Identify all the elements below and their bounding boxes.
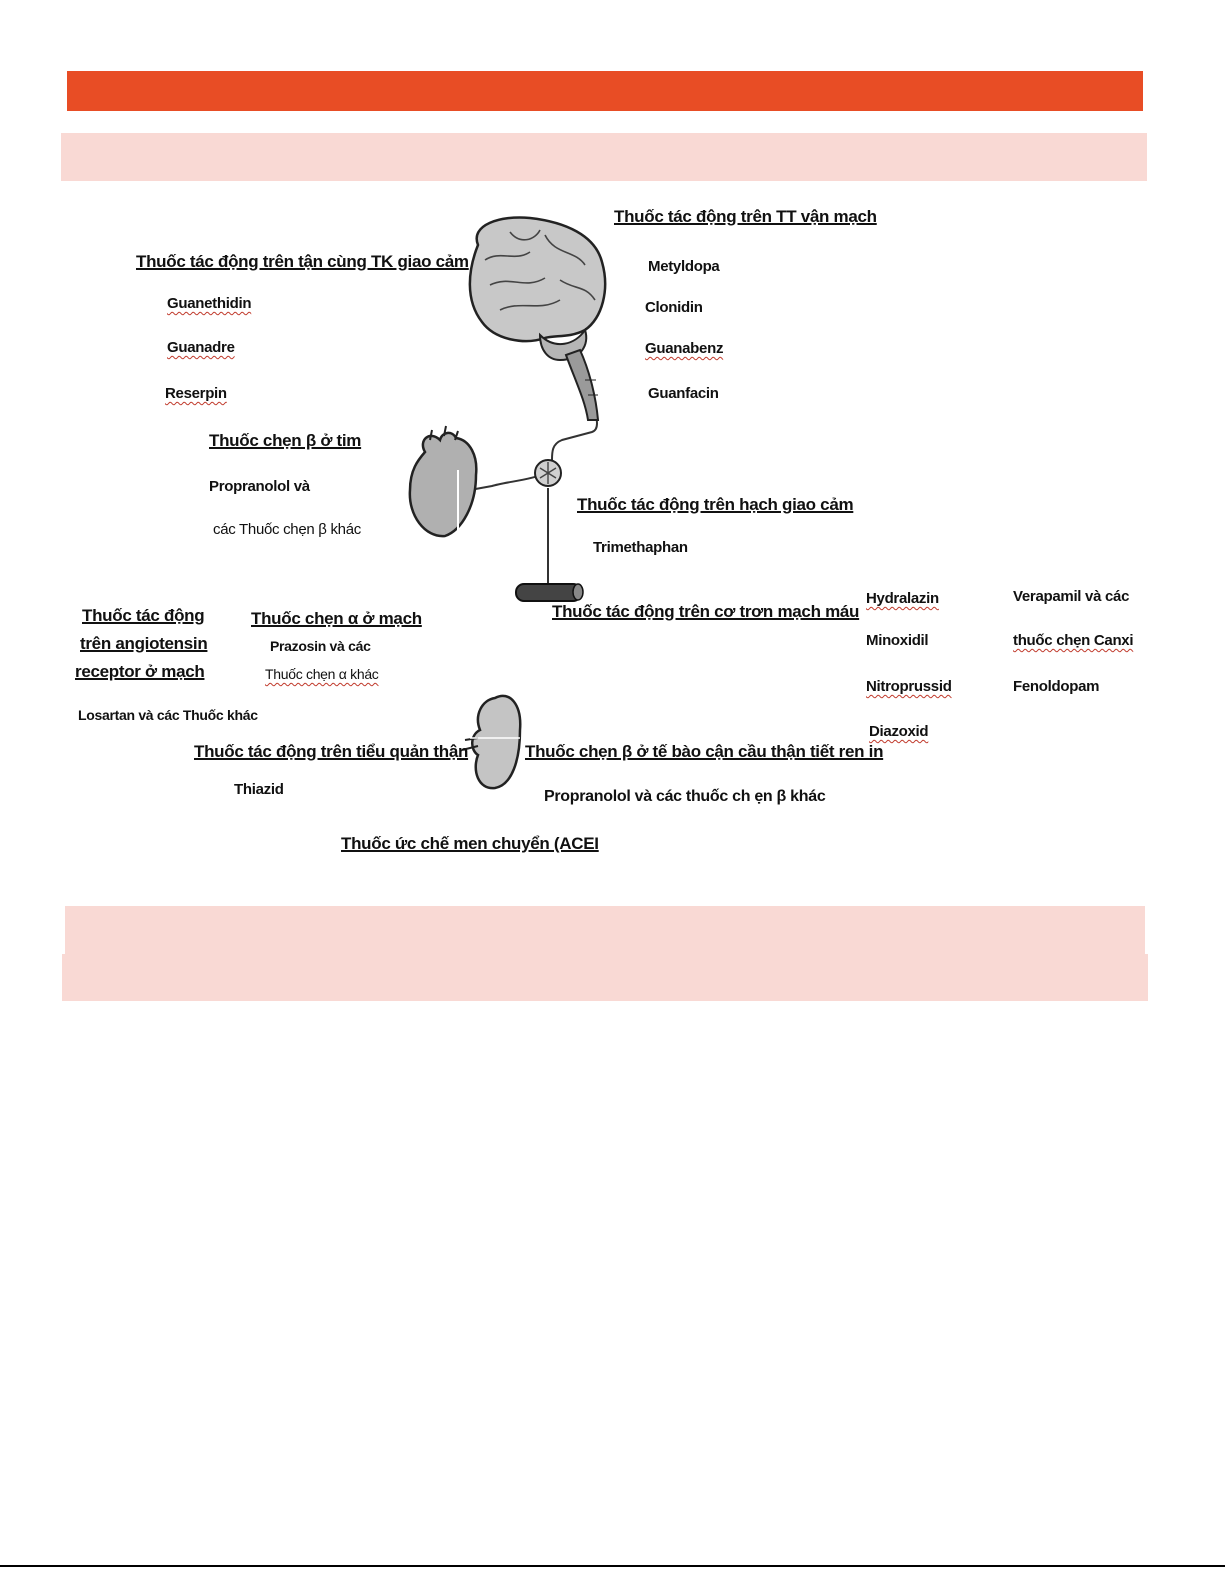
- drug-thiazid: Thiazid: [234, 781, 284, 798]
- drug-clonidin: Clonidin: [645, 299, 703, 316]
- drug-losartan: Losartan và các Thuốc khác: [78, 707, 258, 723]
- heart-other-beta: các Thuốc chẹn β khác: [213, 521, 361, 538]
- drug-verapamil: Verapamil và các: [1013, 588, 1130, 605]
- drug-guanfacin: Guanfacin: [648, 385, 719, 402]
- page-bottom-rule: [0, 1565, 1225, 1567]
- tubule-title: Thuốc tác động trên tiểu quản thận: [194, 742, 469, 761]
- vasomotor-title: Thuốc tác động trên TT vận mạch: [614, 207, 877, 226]
- heart-beta-title: Thuốc chẹn β ở tim: [209, 431, 362, 450]
- smooth-muscle-title: Thuốc tác động trên cơ trơn mạch máu: [552, 602, 860, 621]
- drug-trimethaphan: Trimethaphan: [593, 539, 688, 556]
- drug-minoxidil: Minoxidil: [866, 632, 929, 649]
- ganglion-icon: [535, 460, 561, 486]
- heart-propranolol: Propranolol và: [209, 478, 310, 495]
- drug-fenoldopam: Fenoldopam: [1013, 678, 1100, 695]
- drug-guanethidin: Guanethidin: [167, 295, 252, 312]
- angiotensin-title-line3: receptor ở mạch: [75, 662, 205, 681]
- ganglion-title: Thuốc tác động trên hạch giao cảm: [577, 495, 854, 514]
- renin-beta-title: Thuốc chẹn β ở tế bào cận cầu thận tiết ren in: [525, 742, 884, 761]
- drug-calcium-blockers: thuốc chẹn Canxi: [1013, 632, 1134, 649]
- kidney-icon: [462, 696, 520, 788]
- drug-metyldopa: Metyldopa: [648, 258, 720, 275]
- heart-icon: [410, 426, 476, 536]
- drug-reserpin: Reserpin: [165, 385, 227, 402]
- alpha-other: Thuốc chẹn α khác: [265, 666, 379, 682]
- sympathetic-ending-title: Thuốc tác động trên tận cùng TK giao cảm: [136, 252, 469, 271]
- drug-guanabenz: Guanabenz: [645, 340, 724, 357]
- acei-title: Thuốc ức chế men chuyển (ACEI: [341, 834, 599, 853]
- drug-nitroprussid: Nitroprussid: [866, 678, 952, 695]
- brain-icon: [470, 217, 605, 420]
- angiotensin-title-line2: trên angiotensin: [80, 634, 208, 653]
- alpha-blocker-title: Thuốc chẹn α ở mạch: [251, 609, 422, 628]
- renin-propranolol: Propranolol và các thuốc ch ẹn β khác: [544, 788, 826, 805]
- alpha-prazosin: Prazosin và các: [270, 638, 371, 654]
- angiotensin-title-line1: Thuốc tác động: [82, 606, 205, 625]
- drug-guanadre: Guanadre: [167, 339, 235, 356]
- drug-diazoxid: Diazoxid: [869, 723, 929, 740]
- drug-hydralazin: Hydralazin: [866, 590, 939, 607]
- blood-vessel-icon: [516, 584, 583, 601]
